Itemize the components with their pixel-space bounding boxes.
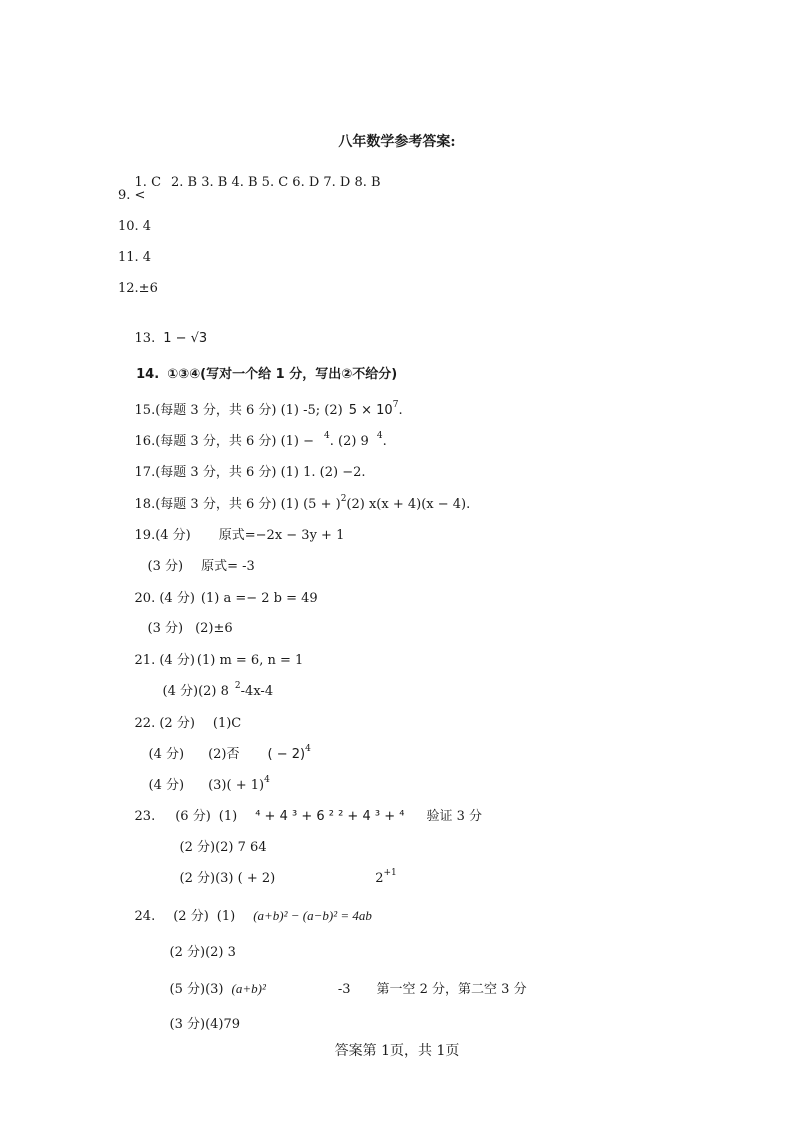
answer-math: 2 bbox=[375, 871, 384, 886]
score-label: (3 分) bbox=[147, 559, 184, 574]
superscript: 2 bbox=[234, 681, 241, 691]
answer-number: 20. (4 分) bbox=[134, 591, 195, 606]
answer-text: -3 bbox=[337, 982, 351, 997]
answer-text: (每题 3 分，共 6 分) (1) (5 + ) bbox=[155, 497, 341, 512]
answer-number: 23. bbox=[134, 809, 156, 824]
answer-number: 16. bbox=[134, 434, 156, 449]
answer-text: (2)否 bbox=[208, 747, 240, 762]
score-label: (2 分) bbox=[169, 945, 206, 960]
answer-text: (2) 3 bbox=[205, 945, 236, 960]
answer-text: (3) ( + 2) bbox=[215, 871, 276, 886]
answer-number: 24. bbox=[134, 909, 156, 924]
superscript: 4 bbox=[305, 744, 311, 754]
score-label: (4 分) bbox=[148, 747, 185, 762]
answer-math: ( − 2) bbox=[267, 747, 306, 762]
answer-line-1 bbox=[118, 156, 381, 210]
answer-text: 2. B 3. B 4. B 5. C 6. D 7. D 8. B bbox=[171, 175, 381, 190]
answer-line-12: 12.±6 bbox=[118, 281, 158, 296]
answer-number: 21. (4 分) bbox=[134, 653, 195, 668]
answer-math: (a+b)² − (a−b)² = 4ab bbox=[253, 908, 372, 923]
answer-line-11: 11. 4 bbox=[118, 250, 152, 265]
answer-text: 原式= -3 bbox=[201, 559, 255, 574]
score-label: (6 分) bbox=[175, 809, 211, 824]
answer-text: . (2) 9 bbox=[329, 434, 369, 449]
score-label: (2 分) bbox=[173, 909, 209, 924]
answer-number: 15. bbox=[134, 403, 156, 418]
answer-text: (2) 8 bbox=[198, 684, 229, 699]
superscript: 4 bbox=[376, 431, 383, 441]
superscript: 7 bbox=[392, 400, 399, 410]
answer-text: (2) 7 64 bbox=[215, 840, 267, 855]
score-label: (5 分) bbox=[169, 982, 206, 997]
score-label: (4 分) bbox=[148, 778, 185, 793]
answer-text: ①③④(写对一个给 1 分，写出②不给分) bbox=[167, 367, 398, 382]
score-label: (2 分) bbox=[179, 840, 216, 855]
answer-text: (3)( + 1) bbox=[208, 778, 265, 793]
answer-text: (1)C bbox=[212, 716, 242, 731]
score-label: (4 分) bbox=[162, 684, 199, 699]
grading-note: 第一空 2 分，第二空 3 分 bbox=[376, 982, 527, 997]
answer-number: 13. bbox=[134, 331, 156, 346]
answer-text: (每题 3 分，共 6 分) (1) − bbox=[155, 434, 315, 449]
answer-number: 1. C bbox=[134, 175, 162, 190]
answer-text: (1) m = 6, n = 1 bbox=[196, 653, 304, 668]
answer-math: (a+b)² bbox=[231, 981, 266, 996]
answer-math: 1 − √3 bbox=[163, 331, 208, 346]
answer-text: (4)79 bbox=[205, 1017, 241, 1032]
answer-text: -4x-4 bbox=[240, 684, 274, 699]
superscript: 4 bbox=[324, 431, 330, 441]
grading-note: 验证 3 分 bbox=[426, 809, 482, 824]
answer-number: 22. (2 分) bbox=[134, 716, 195, 731]
answer-number: 19.(4 分) bbox=[134, 528, 191, 543]
answer-text: (每题 3 分，共 6 分) (1) 1. (2) −2. bbox=[155, 465, 366, 480]
superscript: +1 bbox=[383, 868, 397, 878]
answer-text: (1) a =− 2 b = 49 bbox=[200, 591, 318, 606]
answer-text: (每题 3 分，共 6 分) (1) -5; (2) bbox=[155, 403, 343, 418]
answer-line-10: 10. 4 bbox=[118, 219, 152, 234]
page-title: 八年数学参考答案: bbox=[338, 134, 456, 150]
superscript: 4 bbox=[264, 775, 270, 785]
answer-text: (2)±6 bbox=[195, 621, 233, 636]
answer-text: (2) x(x + 4)(x − 4). bbox=[346, 497, 471, 512]
answer-text: 原式=−2x − 3y + 1 bbox=[218, 528, 345, 543]
answer-text: (1) bbox=[216, 909, 236, 924]
answer-line-9: 9. < bbox=[118, 188, 146, 203]
answer-number: 14. bbox=[136, 367, 160, 382]
answer-text: (1) bbox=[218, 809, 238, 824]
page-footer: 答案第 1页，共 1页 bbox=[334, 1043, 460, 1059]
answer-number: 18. bbox=[134, 497, 156, 512]
punctuation: . bbox=[382, 434, 387, 449]
superscript: 2 bbox=[340, 494, 347, 504]
score-label: (3 分) bbox=[169, 1017, 206, 1032]
answer-number: 17. bbox=[134, 465, 156, 480]
answer-math: 5 × 10 bbox=[348, 403, 393, 418]
score-label: (2 分) bbox=[179, 871, 216, 886]
answer-math: ⁴ + 4 ³ + 6 ² ² + 4 ³ + ⁴ bbox=[255, 809, 405, 824]
score-label: (3 分) bbox=[147, 621, 184, 636]
answer-text: (3) bbox=[205, 982, 224, 997]
punctuation: . bbox=[398, 403, 403, 418]
